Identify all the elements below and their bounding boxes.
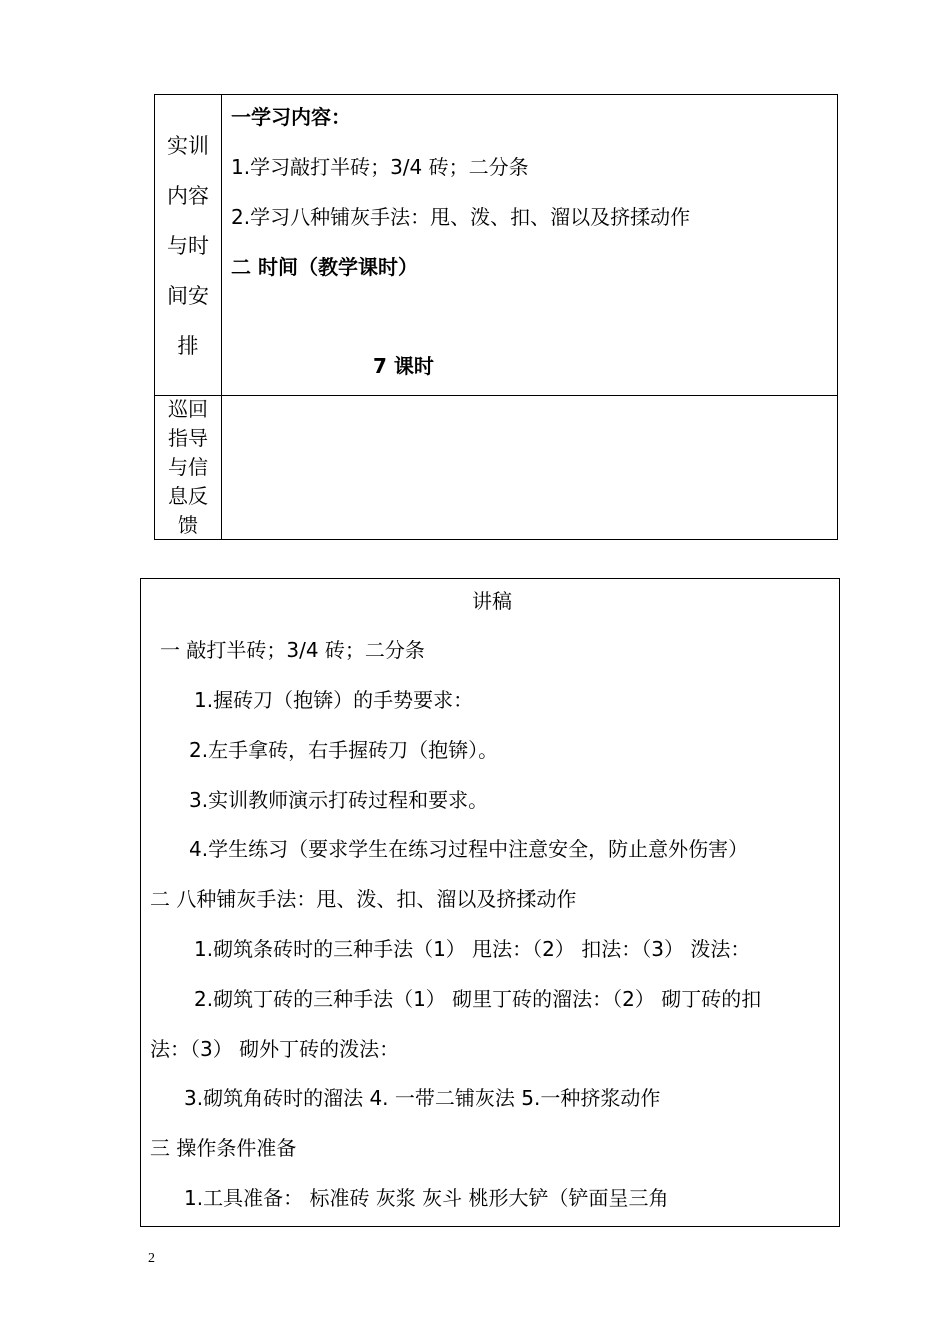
content-item: 1.学习敲打半砖；3/4 砖；二分条 [231, 155, 529, 179]
lecture-line: 4.学生练习（要求学生在练习过程中注意安全，防止意外伤害） [189, 837, 749, 861]
content-item: 2.学习八种铺灰手法：甩、泼、扣、溜以及挤揉动作 [231, 205, 691, 229]
lecture-line: 3.砌筑角砖时的溜法 4. 一带二铺灰法 5.一种挤浆动作 [184, 1086, 661, 1110]
section-heading-content: 一学习内容： [231, 105, 351, 129]
page-number: 2 [148, 1251, 155, 1266]
label-char: 内容 [167, 184, 209, 208]
lecture-title: 讲稿 [472, 589, 512, 613]
lecture-line: 一 敲打半砖；3/4 砖；二分条 [160, 638, 425, 662]
schedule-table [154, 94, 838, 540]
lecture-line: 二 八种铺灰手法：甩、泼、扣、溜以及挤揉动作 [150, 887, 577, 911]
label-char: 实训 [167, 134, 209, 158]
lecture-line: 2.左手拿砖，右手握砖刀（抱锛）。 [189, 738, 499, 762]
row-divider [155, 395, 837, 396]
column-divider [221, 95, 222, 539]
lecture-line: 1.工具准备： 标准砖 灰浆 灰斗 桃形大铲（铲面呈三角 [184, 1186, 669, 1210]
box-border-line [839, 578, 840, 1227]
label-char: 息反 [168, 484, 208, 508]
label-char: 指导 [168, 426, 208, 450]
lecture-line: 三 操作条件准备 [150, 1136, 297, 1160]
lecture-line: 法：（3） 砌外丁砖的泼法： [150, 1037, 400, 1061]
label-char: 排 [177, 334, 199, 358]
label-char: 与时 [167, 234, 209, 258]
label-char: 与信 [168, 455, 208, 479]
lecture-line: 1.砌筑条砖时的三种手法（1） 甩法：（2） 扣法：（3） 泼法： [194, 937, 751, 961]
lecture-line: 3.实训教师演示打砖过程和要求。 [189, 788, 489, 812]
label-char: 间安 [167, 284, 209, 308]
section-heading-time: 二 时间（教学课时） [231, 255, 418, 279]
label-guidance-feedback [155, 395, 221, 540]
label-char: 馈 [178, 513, 198, 537]
lecture-line: 1.握砖刀（抱锛）的手势要求： [194, 688, 474, 712]
label-char: 巡回 [168, 397, 208, 421]
class-hours: 7 课时 [373, 354, 434, 378]
label-training-content-schedule [155, 121, 221, 371]
lecture-line: 2.砌筑丁砖的三种手法（1） 砌里丁砖的溜法：（2） 砌丁砖的扣 [194, 987, 762, 1011]
